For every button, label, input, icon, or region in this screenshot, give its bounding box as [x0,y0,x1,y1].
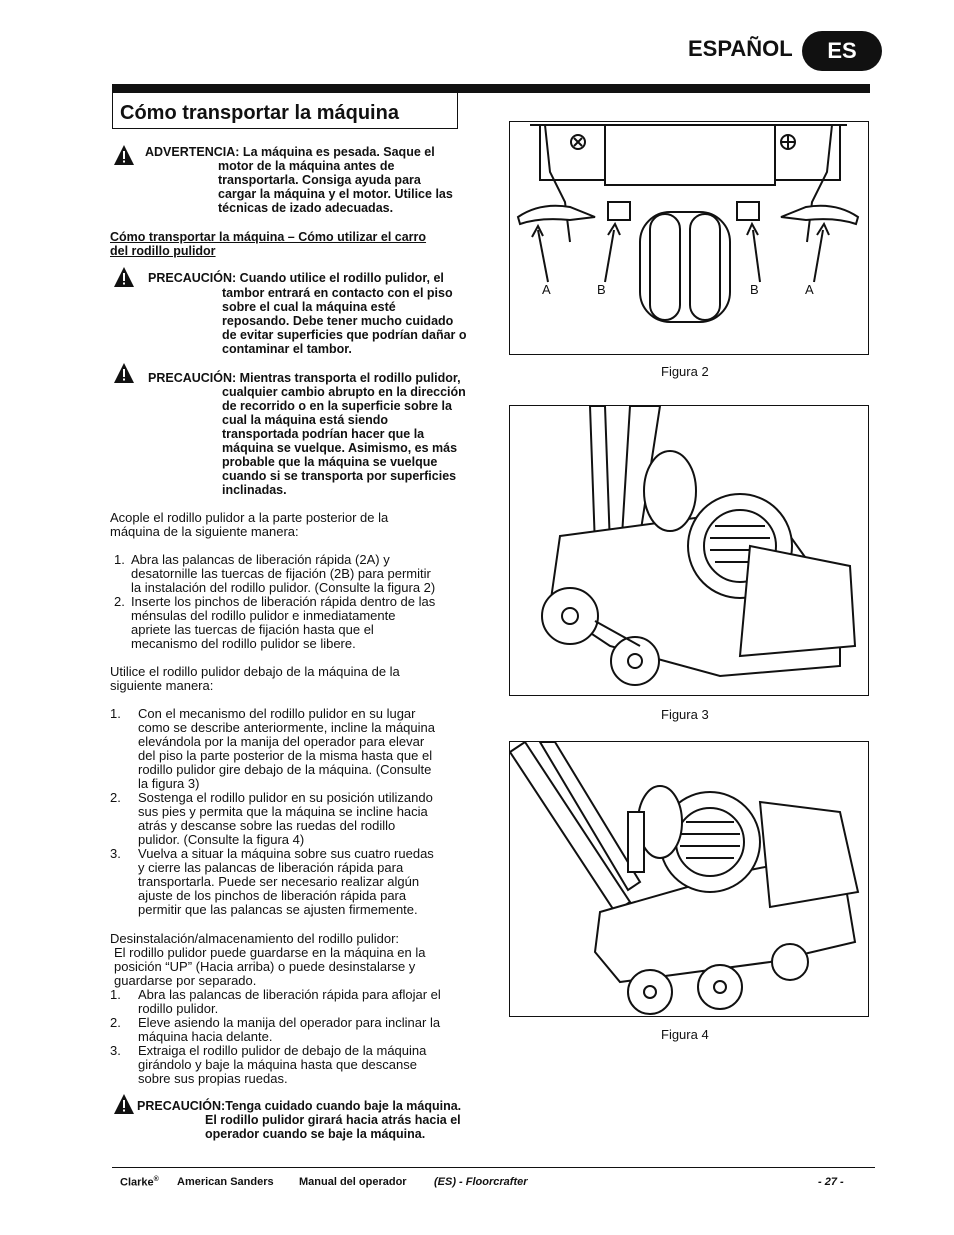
warning-icon [113,144,135,166]
step-number: 3. [110,846,121,861]
step-line: ménsulas del rodillo pulidor e inmediatamente [131,608,396,623]
use-intro-line: Utilice el rodillo pulidor debajo de la máquina de la [110,664,400,679]
caution1-line: : Cuando utilice el rodillo pulidor, el [232,271,444,285]
caution3-first-line [137,1099,461,1113]
warning1-line: motor de la máquina antes de [218,159,395,173]
caution3-line: operador cuando se baje la máquina. [205,1127,426,1141]
subheading-line: Cómo transportar la máquina – Cómo utilizar el carro [110,230,427,244]
warning1-line: : La máquina es pesada. Saque el [235,145,435,159]
step-line: desatornille las tuercas de fijación (2B) para permitir [131,566,431,581]
caution1-line: contaminar el tambor. [222,342,352,356]
caution1-line: reposando. Debe tener mucho cuidado [222,314,454,328]
step-text [138,791,433,847]
subheading-line: del rodillo pulidor [110,244,216,258]
page-number: - 27 - [818,1176,844,1188]
caution3-line: :Tenga cuidado cuando baje la máquina. [221,1099,462,1113]
step-line: la instalación del rodillo pulidor. (Consulte la figura 2) [131,580,436,595]
use-intro [110,665,400,693]
step-number: 2. [110,790,121,805]
caution2-body [222,385,466,497]
figure-4-caption: Figura 4 [661,1027,709,1042]
step-line: y cierre las palancas de liberación rápida para [138,860,404,875]
caution-icon [113,362,135,384]
list-item [110,988,485,1016]
caution1-body [222,286,467,356]
step-line: Con el mecanismo del rodillo pulidor en su lugar [138,706,416,721]
step-line: mecanismo del rodillo pulidor se libere. [131,636,356,651]
figure-4-illustration [510,742,867,1015]
removal-section [110,932,485,1086]
warning1-line: transportarla. Consiga ayuda para [218,173,421,187]
step-line: atrás y descanse sobre las ruedas del rodillo [138,818,396,833]
step-line: Extraiga el rodillo pulidor de debajo de la máquina [138,1043,427,1058]
figure-4 [509,741,869,1017]
step-line: girándolo y baje la máquina hasta que descanse [138,1057,417,1072]
caution-icon [113,1093,135,1115]
step-line: Abra las palancas de liberación rápida (2A) y [131,552,390,567]
step-line: Eleve asiendo la manija del operador para inclinar la [138,1015,441,1030]
list-item [114,595,484,651]
removal-line: Desinstalación/almacenamiento del rodillo pulidor: [110,931,400,946]
step-number: 2. [110,1015,121,1030]
attach-intro [110,511,388,539]
step-line: ajuste de los pinchos de liberación rápida para [138,888,407,903]
attach-steps [114,553,484,651]
caution2-line: máquina se vuelque. Asimismo, es más [222,441,458,455]
footer-manual: Manual del operador [299,1176,407,1188]
step-number: 2. [114,594,125,609]
list-item [114,553,484,595]
warning1-first-line [145,145,435,159]
caution1-line: de evitar superficies que podrían dañar o [222,328,467,342]
step-line: como se describe anteriormente, incline la máquina [138,720,435,735]
caution2-line: cual la máquina está siendo [222,413,389,427]
caution3-body [205,1113,461,1141]
step-line: sobre sus propias ruedas. [138,1071,288,1086]
warning1-label: ADVERTENCIA [145,145,236,159]
step-line: sus pies y permita que la máquina se incline hacia [138,804,428,819]
footer-brand-name: Clarke [120,1176,154,1189]
footer-language: (ES) - Floorcrafter [434,1176,528,1188]
caution2-label: PRECAUCIÓN [148,371,233,385]
caution2-line: probable que la máquina se vuelque [222,455,438,469]
attach-intro-line: máquina de la siguiente manera: [110,524,299,539]
list-item [110,1044,485,1086]
attach-intro-line: Acople el rodillo pulidor a la parte posterior de la [110,510,389,525]
figure-2 [509,121,869,355]
step-text [138,707,435,791]
caution2-line: de recorrido o en la superficie sobre la [222,399,452,413]
caution2-first-line [148,371,461,385]
figure-2-caption: Figura 2 [661,364,709,379]
warning1-line: técnicas de izado adecuadas. [218,201,394,215]
use-intro-line: siguiente manera: [110,678,214,693]
footer-brand [120,1176,159,1189]
caution2-line: : Mientras transporta el rodillo pulidor, [232,371,461,385]
step-line: pulidor. (Consulte la figura 4) [138,832,305,847]
step-text [131,595,435,651]
figure-2-label-b: B [597,282,606,297]
figure-2-label-a: A [805,282,814,297]
step-text [131,553,435,595]
subheading [110,230,426,258]
step-text [138,1044,426,1086]
footer-company: American Sanders [177,1176,274,1188]
figure-2-label-b: B [750,282,759,297]
step-text [138,988,441,1016]
step-line: permitir que las palancas se ajusten firmemente. [138,902,418,917]
warning1-line: cargar la máquina y el motor. Utilice las [218,187,453,201]
figure-3 [509,405,869,696]
footer-rule [112,1167,875,1168]
step-line: Vuelva a situar la máquina sobre sus cuatro ruedas [138,846,434,861]
removal-line: posición “UP” (Hacia arriba) o puede desinstalarse y [114,959,416,974]
step-line: del piso la parte posterior de la misma hasta que el [138,748,433,763]
list-item [110,847,485,917]
removal-line: guardarse por separado. [114,973,257,988]
list-item [110,707,485,791]
caution2-line: transportada podrían hacer que la [222,427,425,441]
section-title: Cómo transportar la máquina [120,102,399,124]
caution1-line: tambor entrará en contacto con el piso [222,286,453,300]
caution1-first-line [148,271,444,285]
caution1-line: sobre el cual la máquina esté [222,300,396,314]
figure-3-caption: Figura 3 [661,707,709,722]
figure-2-illustration [510,122,867,353]
language-heading: ESPAÑOL [688,36,793,61]
list-item [110,1016,485,1044]
language-badge: ES [802,31,882,71]
caution3-line: El rodillo pulidor girará hacia atrás hacia el [205,1113,461,1127]
step-number: 1. [110,706,121,721]
step-line: elevándola por la manija del operador para elevar [138,734,425,749]
warning1-body [218,159,453,215]
caution2-line: cualquier cambio abrupto en la dirección [222,385,466,399]
step-line: rodillo pulidor. [138,1001,219,1016]
step-text [138,847,434,917]
removal-line: El rodillo pulidor puede guardarse en la máquina en la [114,945,426,960]
step-number: 1. [114,552,125,567]
header-rule [112,84,870,93]
figure-3-illustration [510,406,867,694]
caution1-label: PRECAUCIÓN [148,271,233,285]
step-line: Inserte los pinchos de liberación rápida dentro de las [131,594,436,609]
step-number: 3. [110,1043,121,1058]
step-line: transportarla. Puede ser necesario realizar algún [138,874,420,889]
step-line: apriete las tuercas de fijación hasta que el [131,622,374,637]
caution3-label: PRECAUCIÓN [137,1099,222,1113]
caution2-line: inclinadas. [222,483,287,497]
use-steps [110,707,485,917]
step-text [138,1016,440,1044]
list-item [110,791,485,847]
registered-mark: ® [153,1176,159,1183]
caution-icon [113,266,135,288]
step-line: Sostenga el rodillo pulidor en su posición utilizando [138,790,433,805]
step-number: 1. [110,987,121,1002]
step-line: máquina hacia delante. [138,1029,273,1044]
step-line: rodillo pulidor gire debajo de la máquina. (Consulte [138,762,432,777]
caution2-line: cuando si se transporta por superficies [222,469,457,483]
step-line: la figura 3) [138,776,200,791]
figure-2-label-a: A [542,282,551,297]
step-line: Abra las palancas de liberación rápida para aflojar el [138,987,441,1002]
